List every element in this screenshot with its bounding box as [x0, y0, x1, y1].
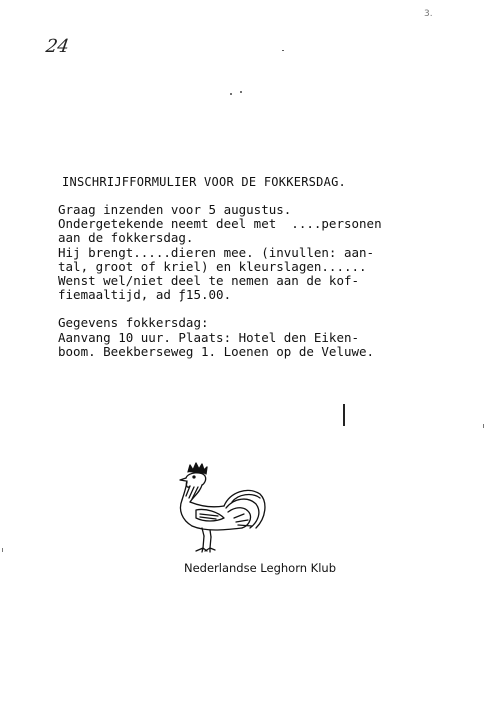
- form-line: aan de fokkersdag.: [58, 230, 194, 246]
- scan-speck: [230, 93, 232, 95]
- rooster-icon: [172, 458, 272, 556]
- form-body: [58, 203, 420, 359]
- scan-speck: [282, 50, 284, 51]
- form-line: fiemaaltijd, ad ƒ15.00.: [58, 287, 232, 303]
- scan-edge-tick: [483, 424, 484, 428]
- form-line: Ondergetekende neemt deel met ....personen: [58, 216, 382, 232]
- details-line: Aanvang 10 uur. Plaats: Hotel den Eiken-: [58, 329, 360, 345]
- form-line: Hij brengt.....dieren mee. (invullen: aan-: [58, 244, 375, 260]
- form-line: Wenst wel/niet deel te nemen aan de kof-: [58, 273, 360, 289]
- form-line: Graag inzenden voor 5 augustus.: [58, 202, 292, 217]
- details-heading: Gegevens fokkersdag:: [58, 315, 209, 331]
- form-title: INSCHRIJFFORMULIER VOOR DE FOKKERSDAG.: [62, 175, 347, 189]
- scan-speck: [240, 91, 242, 93]
- club-name: Nederlandse Leghorn Klub: [183, 561, 337, 575]
- corner-mark: 3.: [424, 9, 433, 19]
- handwritten-page-number: 24: [44, 36, 71, 57]
- scan-edge-tick: [2, 548, 3, 552]
- details-line: boom. Beekberseweg 1. Loenen op de Veluwe.: [58, 343, 375, 359]
- pen-mark: [343, 404, 345, 426]
- paragraph-gap: [58, 302, 420, 316]
- form-line: tal, groot of kriel) en kleurslagen......: [58, 258, 367, 274]
